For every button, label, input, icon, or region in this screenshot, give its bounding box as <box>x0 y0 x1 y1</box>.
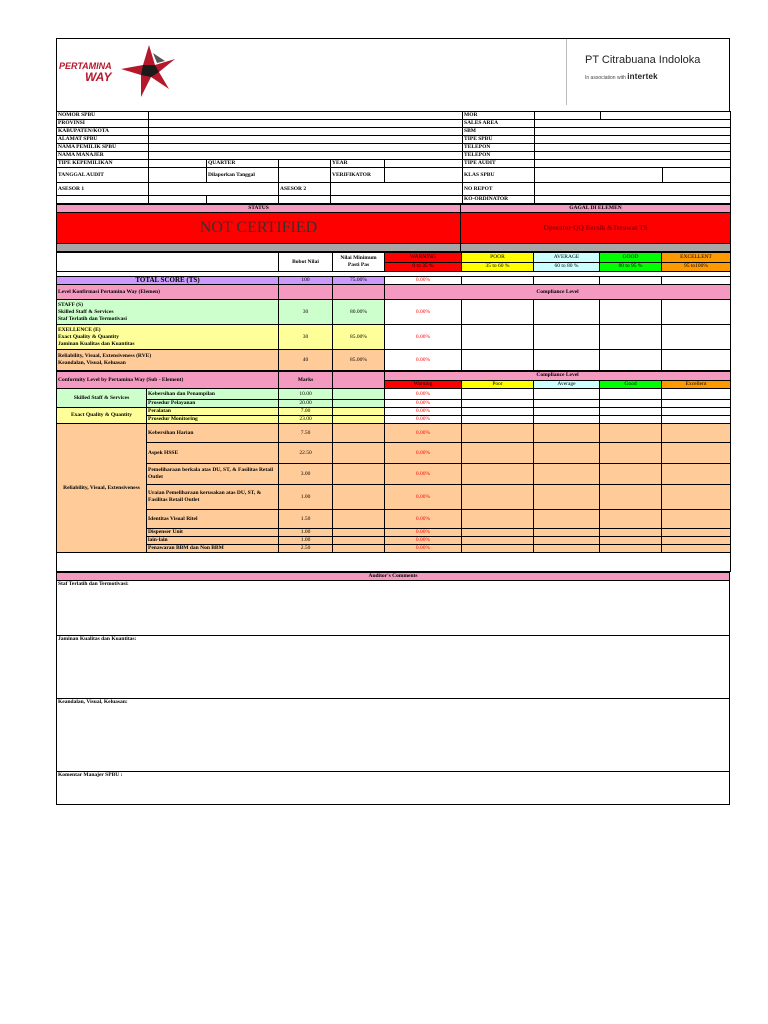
blank-cell <box>534 389 600 400</box>
label-nomor-spbu: NOMOR SPBU <box>57 112 149 120</box>
label-sbm: SBM <box>463 128 535 136</box>
sub-title: Conformity Level by Pertamina Way (Sub - Element) <box>57 372 279 389</box>
sub-row-marks: 1.50 <box>279 510 333 529</box>
sub-row-name: Dispenser Unit <box>147 529 279 537</box>
total-score-value: 0.00% <box>385 277 462 285</box>
sub-row-score: 0.00% <box>385 510 462 529</box>
label-quarter: QUARTER <box>207 160 279 168</box>
excellent-header: EXCELLENT <box>662 253 731 263</box>
good-header: GOOD <box>600 253 662 263</box>
blank-cell <box>534 325 600 350</box>
blank-cell <box>662 529 731 537</box>
poor-range: 35 to 60 % <box>462 262 534 272</box>
sub-row-marks: 3.00 <box>279 464 333 485</box>
label-kabupaten: KABUPATEN/KOTA <box>57 128 149 136</box>
blank-cell <box>534 529 600 537</box>
sub-compliance: Compliance Level <box>385 372 731 381</box>
marks-header: Marks <box>279 372 333 389</box>
blank-cell <box>462 300 534 325</box>
blank-cell <box>333 416 385 424</box>
good-range: 80 to 95 % <box>600 262 662 272</box>
sub-row-marks: 20.00 <box>279 400 333 408</box>
sub-row-marks: 1.00 <box>279 485 333 510</box>
label-telepon-1: TELEPON <box>463 144 535 152</box>
intertek-brand: intertek <box>627 72 658 81</box>
blank-cell <box>534 350 600 371</box>
sub-row-marks: 23.00 <box>279 416 333 424</box>
sub-row-name: lain-lain <box>147 537 279 545</box>
warning-range: 0 to 35 % <box>385 262 462 272</box>
levels-table <box>56 252 731 371</box>
sub-warning: Warning <box>385 380 462 389</box>
sub-row-name: Aspek HSSE <box>147 443 279 464</box>
blank-cell <box>462 389 534 400</box>
blank-cell <box>462 545 534 553</box>
elemen-exellence: EXELLENCE (E) Exact Quality & Quantity Jaminan Kualitas dan Kuantitas <box>57 325 279 350</box>
label-sales-area: SALES AREA <box>463 120 535 128</box>
elemen-rve-score: 0.00% <box>385 350 462 371</box>
blank-cell <box>534 416 600 424</box>
blank-cell <box>662 443 731 464</box>
sub-row-marks: 1.00 <box>279 537 333 545</box>
label-asesor-1: ASESOR 1 <box>57 183 149 196</box>
sub-row-score: 0.00% <box>385 464 462 485</box>
label-provinsi: PROVINSI <box>57 120 149 128</box>
elemen-staff-nilai: 80.00% <box>333 300 385 325</box>
blank-cell <box>462 400 534 408</box>
value-quarter[interactable] <box>279 160 331 168</box>
blank-cell <box>662 510 731 529</box>
label-koordinator: KO-ORDINATOR <box>463 196 535 204</box>
value-sales-area[interactable] <box>535 120 731 128</box>
label-no-repot: NO REPOT <box>463 183 535 196</box>
value-dilaporkan[interactable] <box>279 168 331 183</box>
blank-cell <box>534 485 600 510</box>
value-verifikator[interactable] <box>385 168 463 183</box>
value-tipe-kepemilikan[interactable] <box>149 160 207 168</box>
comment-jaminan[interactable]: Jaminan Kualitas dan Kuantitas: <box>57 636 730 699</box>
blank-cell <box>662 325 731 350</box>
sub-row-score: 0.00% <box>385 408 462 416</box>
gagal-label: GAGAL DI ELEMEN <box>461 205 731 213</box>
blank-cell <box>534 408 600 416</box>
label-year: YEAR <box>331 160 385 168</box>
blank-cell <box>600 485 662 510</box>
blank-cell <box>57 196 149 204</box>
blank-cell <box>333 389 385 400</box>
blank-cell <box>534 537 600 545</box>
sub-row-score: 0.00% <box>385 416 462 424</box>
audit-report-page <box>56 38 730 805</box>
blank-cell <box>279 285 333 300</box>
nilai-min-header: Nilai Minimum Pasti Pas <box>333 253 385 272</box>
blank-cell <box>331 196 463 204</box>
blank-cell <box>149 196 207 204</box>
label-tanggal-audit: TANGGAL AUDIT <box>57 168 149 183</box>
blank-cell <box>462 277 534 285</box>
poor-header: POOR <box>462 253 534 263</box>
comment-staf[interactable]: Staf Terlatih dan Termotivasi: <box>57 581 730 636</box>
blank-cell <box>534 443 600 464</box>
blank-cell <box>333 443 385 464</box>
sub-row-score: 0.00% <box>385 443 462 464</box>
blank-cell <box>662 464 731 485</box>
blank-cell <box>600 545 662 553</box>
elemen-staff-score: 0.00% <box>385 300 462 325</box>
blank-cell <box>600 416 662 424</box>
blank-cell <box>333 400 385 408</box>
label-tipe-spbu: TIPE SPBU <box>463 136 535 144</box>
elemen-compliance: Compliance Level <box>385 285 731 300</box>
blank-cell <box>333 372 385 389</box>
comments-title: Auditor's Comments <box>57 573 730 581</box>
comments-table <box>56 572 730 805</box>
sub-row-name: Kebersihan Harian <box>147 424 279 443</box>
svg-text:WAY: WAY <box>85 70 112 84</box>
label-asesor-2: ASESOR 2 <box>279 183 331 196</box>
blank-cell <box>600 537 662 545</box>
blank-cell <box>662 408 731 416</box>
blank-cell <box>662 389 731 400</box>
value-sbm[interactable] <box>535 128 731 136</box>
blank-cell <box>662 485 731 510</box>
sub-excellent: Excellent <box>662 380 731 389</box>
blank-cell <box>462 485 534 510</box>
blank-cell <box>333 545 385 553</box>
value-alamat[interactable] <box>149 136 463 144</box>
sub-row-score: 0.00% <box>385 485 462 510</box>
label-manajer: NAMA MANAJER <box>57 152 149 160</box>
blank-cell <box>662 277 731 285</box>
value-nomor-spbu[interactable] <box>149 112 463 120</box>
value-tipe-audit[interactable] <box>535 160 731 168</box>
blank-cell <box>534 545 600 553</box>
average-range: 60 to 80 % <box>534 262 600 272</box>
blank-cell <box>333 529 385 537</box>
sub-row-name: Identitas Visual Ritel <box>147 510 279 529</box>
value-tanggal-audit[interactable] <box>149 168 207 183</box>
blank-cell <box>534 464 600 485</box>
elemen-title: Level Konfirmasi Pertamina Way (Elemen) <box>57 285 279 300</box>
blank-cell <box>333 408 385 416</box>
blank-cell <box>600 464 662 485</box>
blank-cell <box>333 424 385 443</box>
spacer-row <box>57 553 731 572</box>
value-telepon-1[interactable] <box>535 144 731 152</box>
group-exact-quality: Exact Quality & Quantity <box>57 408 147 424</box>
sub-average: Average <box>534 380 600 389</box>
blank-cell <box>662 424 731 443</box>
sub-row-score: 0.00% <box>385 389 462 400</box>
total-bobot: 100 <box>279 277 333 285</box>
blank-cell <box>600 389 662 400</box>
citrabuana-logo <box>566 39 729 105</box>
blank-cell <box>333 537 385 545</box>
pertamina-way-logo <box>57 39 186 105</box>
sub-row-marks: 7.00 <box>279 408 333 416</box>
blank-cell <box>462 464 534 485</box>
blank-cell <box>534 300 600 325</box>
blank-cell <box>600 400 662 408</box>
blank-cell <box>462 325 534 350</box>
blank-cell <box>662 416 731 424</box>
value-year[interactable] <box>385 160 463 168</box>
blank-cell <box>662 400 731 408</box>
value-klas-spbu[interactable] <box>535 168 663 183</box>
blank-cell <box>534 424 600 443</box>
blank-cell <box>534 277 600 285</box>
value-manajer[interactable] <box>149 152 463 160</box>
blank-cell <box>207 196 279 204</box>
comment-manajer[interactable]: Komentar Manajer SPBU : <box>57 772 730 805</box>
gagal-value: Operator QQ Bersih &Terawat TS <box>461 213 731 244</box>
comment-keandalan[interactable]: Keandalan, Visual, Keluasan: <box>57 699 730 772</box>
sub-row-name: Uraian Pemeliharaan kerusakan atas DU, ST, & Fasilitas Retail Outlet <box>147 485 279 510</box>
value-koordinator[interactable] <box>535 196 731 204</box>
elemen-exellence-nilai: 85.00% <box>333 325 385 350</box>
company-subtitle: In association with intertek <box>585 72 658 81</box>
label-verifikator: VERIFIKATOR <box>331 168 385 183</box>
value-pemilik[interactable] <box>149 144 463 152</box>
blank-cell <box>600 350 662 371</box>
value-asesor-2[interactable] <box>331 183 463 196</box>
value-asesor-1[interactable] <box>149 183 279 196</box>
blank-cell <box>600 277 662 285</box>
total-nilai: 75.00% <box>333 277 385 285</box>
blank-cell <box>333 510 385 529</box>
value-tipe-spbu[interactable] <box>535 136 731 144</box>
sub-row-score: 0.00% <box>385 537 462 545</box>
value-kabupaten[interactable] <box>149 128 463 136</box>
blank-cell <box>662 537 731 545</box>
label-telepon-2: TELEPON <box>463 152 535 160</box>
blank-cell <box>534 510 600 529</box>
elemen-exellence-score: 0.00% <box>385 325 462 350</box>
sub-row-name: Prosedur Monitoring <box>147 416 279 424</box>
blank-cell <box>333 285 385 300</box>
elemen-staff: STAFF (S) Skilled Staff & Services Staf Terlatih dan Termotivasi <box>57 300 279 325</box>
blank-cell <box>600 443 662 464</box>
blank-cell <box>333 485 385 510</box>
blank-cell <box>462 529 534 537</box>
value-provinsi[interactable] <box>149 120 463 128</box>
info-table <box>56 111 731 204</box>
bobot-header: Bobot Nilai <box>279 253 333 272</box>
sub-row-name: Peralatan <box>147 408 279 416</box>
elemen-exellence-bobot: 30 <box>279 325 333 350</box>
blank-cell <box>462 537 534 545</box>
sub-row-name: Prosedur Pelayanan <box>147 400 279 408</box>
excellent-range: 95 to100% <box>662 262 731 272</box>
grey-separator <box>57 244 461 252</box>
status-value: NOT CERTIFIED <box>57 213 461 244</box>
blank-cell <box>600 300 662 325</box>
sub-row-marks: 10.00 <box>279 389 333 400</box>
blank-cell <box>462 350 534 371</box>
blank-cell <box>600 510 662 529</box>
blank-cell <box>279 196 331 204</box>
label-tipe-kepemilikan: TIPE KEPEMILIKAN <box>57 160 149 168</box>
sub-row-name: Pemeliharaan berkala atas DU, ST, & Fasilitas Retail Outlet <box>147 464 279 485</box>
sub-row-marks: 7.50 <box>279 424 333 443</box>
sub-row-marks: 1.00 <box>279 529 333 537</box>
status-label: STATUS <box>57 205 461 213</box>
group-skilled-staff: Skilled Staff & Services <box>57 389 147 408</box>
label-mor: MOR <box>463 112 535 120</box>
elemen-rve-nilai: 85.00% <box>333 350 385 371</box>
blank-cell <box>462 416 534 424</box>
label-pemilik: NAMA PEMILIK SPBU <box>57 144 149 152</box>
blank-cell <box>662 350 731 371</box>
blank-cell <box>462 443 534 464</box>
report-header <box>56 38 730 105</box>
sub-poor: Poor <box>462 380 534 389</box>
blank-cell <box>462 424 534 443</box>
total-score-label: TOTAL SCORE (TS) <box>57 277 279 285</box>
sub-row-score: 0.00% <box>385 424 462 443</box>
blank-cell <box>600 424 662 443</box>
svg-text:PERTAMINA: PERTAMINA <box>59 61 112 71</box>
blank-cell <box>600 325 662 350</box>
label-tipe-audit: TIPE AUDIT <box>463 160 535 168</box>
sub-row-score: 0.00% <box>385 545 462 553</box>
sub-row-name: Kebersihan dan Penampilan <box>147 389 279 400</box>
blank-cell <box>600 529 662 537</box>
grey-separator <box>461 244 731 252</box>
elemen-staff-bobot: 30 <box>279 300 333 325</box>
status-table <box>56 204 731 252</box>
blank-cell <box>57 253 279 272</box>
warning-header: WARNING <box>385 253 462 263</box>
sub-row-marks: 22.50 <box>279 443 333 464</box>
average-header: AVERAGE <box>534 253 600 263</box>
sub-row-score: 0.00% <box>385 400 462 408</box>
elemen-rve-bobot: 40 <box>279 350 333 371</box>
group-reliability: Reliability, Visual, Extensiveness <box>57 424 147 553</box>
value-mor-2[interactable] <box>601 112 731 120</box>
blank-cell <box>462 408 534 416</box>
elemen-rve: Reliability, Visual, Extensiveness (RVE) Keandalan, Visual, Keluasan <box>57 350 279 371</box>
sub-row-marks: 2.50 <box>279 545 333 553</box>
value-telepon-2[interactable] <box>535 152 731 160</box>
value-mor[interactable] <box>535 112 601 120</box>
blank-cell <box>662 300 731 325</box>
blank-cell <box>534 400 600 408</box>
blank-cell <box>333 464 385 485</box>
label-alamat: ALAMAT SPBU <box>57 136 149 144</box>
sub-element-table <box>56 371 731 572</box>
sub-row-name: Penawaran BBM dan Non BBM <box>147 545 279 553</box>
blank-cell <box>462 510 534 529</box>
value-no-repot[interactable] <box>535 183 731 196</box>
sub-row-score: 0.00% <box>385 529 462 537</box>
label-dilaporkan: Dilaporkan Tanggal <box>207 168 279 183</box>
value-klas-spbu-2[interactable] <box>663 168 731 183</box>
blank-cell <box>662 545 731 553</box>
label-klas-spbu: KLAS SPBU <box>463 168 535 183</box>
company-name: PT Citrabuana Indoloka <box>585 54 701 66</box>
sub-good: Good <box>600 380 662 389</box>
blank-cell <box>600 408 662 416</box>
